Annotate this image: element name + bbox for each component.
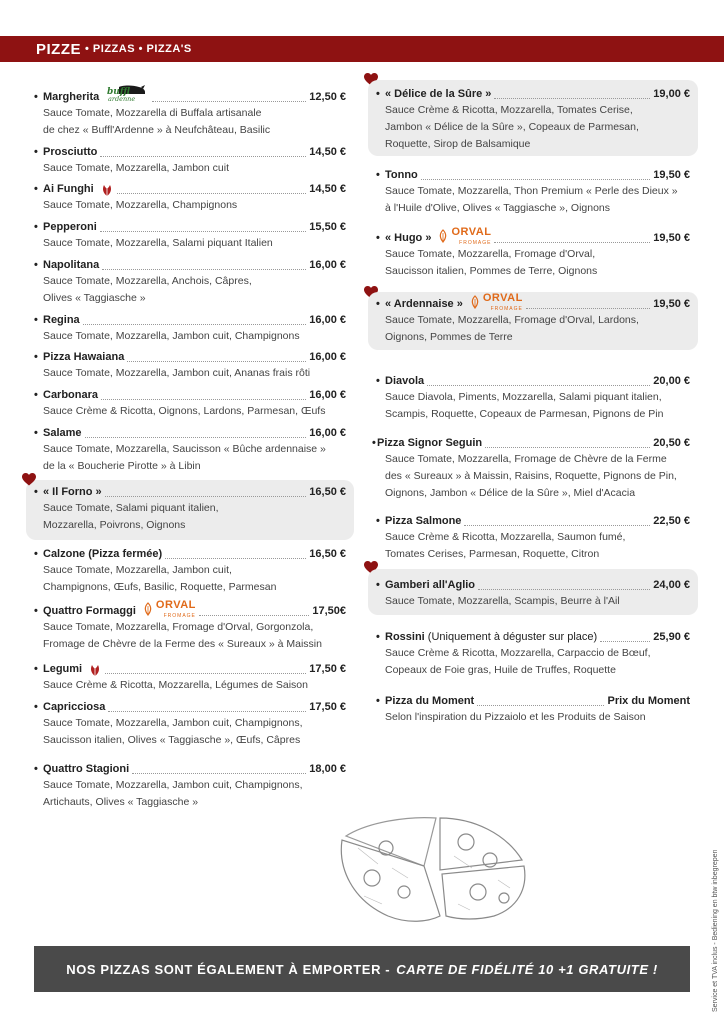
item-description: Sauce Tomate, Mozzarella, Fromage d'Orval, Lardons, Oignons, Pommes de Terre <box>385 314 639 343</box>
item-price: 17,50€ <box>312 605 346 617</box>
item-price: 16,00 € <box>309 259 346 271</box>
item-price: 19,00 € <box>653 88 690 100</box>
item-description: Sauce Tomate, Mozzarella, Thon Premium « Perle des Dieux » à l'Huile d'Olive, Olives « Taggiasche », Oignons <box>385 185 678 214</box>
item-name: Quattro Stagioni <box>43 763 130 775</box>
item-name: Pizza Signor Seguin <box>377 437 483 449</box>
item-name: Quattro Formaggi <box>43 605 136 617</box>
menu-item-ai-funghi: • Ai Funghi 14,50 € Sauce Tomate, Mozzarella, Champignons <box>26 180 354 214</box>
item-description: Sauce Tomate, Mozzarella, Jambon cuit, Champignons, Saucisson italien, Olives « Taggiasche », Œufs, Câpres <box>43 717 303 746</box>
takeaway-text: NOS PIZZAS SONT ÉGALEMENT À EMPORTER - <box>66 961 391 977</box>
item-price: 14,50 € <box>309 146 346 158</box>
heart-icon <box>22 473 36 486</box>
item-description: Sauce Tomate, Mozzarella, Salami piquant Italien <box>43 237 273 249</box>
orval-logo: ORVAL FROMAGE <box>142 598 196 619</box>
item-description: Sauce Tomate, Mozzarella, Saucisson « Bûche ardennaise » de la « Boucherie Pirotte » à Libin <box>43 443 326 472</box>
item-description: Sauce Tomate, Mozzarella, Fromage d'Orval, Saucisson italien, Pommes de Terre, Oignons <box>385 248 598 277</box>
item-description: Sauce Diavola, Piments, Mozzarella, Salami piquant italien, Scampis, Roquette, Copeaux de Parmesan, Pignons de Pin <box>385 391 664 420</box>
item-price: 17,50 € <box>309 663 346 675</box>
item-description: Sauce Crème & Ricotta, Oignons, Lardons, Parmesan, Œufs <box>43 405 326 417</box>
item-name: « Délice de la Sûre » <box>385 88 492 100</box>
item-name: Diavola <box>385 375 425 387</box>
item-price: 19,50 € <box>653 298 690 310</box>
item-description: Sauce Tomate, Salami piquant italien, Mozzarella, Poivrons, Oignons <box>43 502 219 531</box>
item-name: Tonno <box>385 169 418 181</box>
item-name: Calzone (Pizza fermée) <box>43 548 163 560</box>
buffl-ardenne-logo <box>105 85 149 105</box>
item-description: Sauce Crème & Ricotta, Mozzarella, Tomates Cerise, Jambon « Délice de la Sûre », Copeaux de Parmesan, Roquette, Sirop de Balsamique <box>385 104 639 150</box>
menu-item-pizza-salmone: • Pizza Salmone 22,50 € Sauce Crème & Ricotta, Mozzarella, Saumon fumé, Tomates Cerises, Parmesan, Roquette, Citron <box>368 512 698 563</box>
menu-item-il-forno: • « Il Forno » 16,50 € Sauce Tomate, Salami piquant italien, Mozzarella, Poivrons, Oignons <box>26 480 354 540</box>
svg-text:ardenne: ardenne <box>108 95 136 103</box>
item-description: Sauce Tomate, Mozzarella, Jambon cuit, Ananas frais rôti <box>43 367 311 379</box>
item-description: Sauce Tomate, Mozzarella di Buffala artisanale de chez « Buffl'Ardenne » à Neufchâteau, Basilic <box>43 107 271 136</box>
service-vat-note: Service et TVA inclus - Bediening en btw inbegrepen <box>712 849 719 1012</box>
item-name: Prosciutto <box>43 146 98 158</box>
item-price: 24,00 € <box>653 579 690 591</box>
menu-item-napolitana: • Napolitana 16,00 € Sauce Tomate, Mozzarella, Anchois, Câpres, Olives « Taggiasche » <box>26 256 354 307</box>
item-description: Selon l'inspiration du Pizzaiolo et les Produits de Saison <box>385 711 646 723</box>
item-price: 16,00 € <box>309 351 346 363</box>
item-description: Sauce Tomate, Mozzarella, Fromage d'Orval, Gorgonzola, Fromage de Chèvre de la Ferme des « Sureaux » à Maissin <box>43 621 322 650</box>
item-name: « Hugo » <box>385 232 432 244</box>
item-name: Napolitana <box>43 259 100 271</box>
item-name: Pepperoni <box>43 221 97 233</box>
menu-item-delice-de-la-sure: • « Délice de la Sûre » 19,00 € Sauce Crème & Ricotta, Mozzarella, Tomates Cerise, Jambon « Délice de la Sûre », Copeaux de Parmesan, Roquette, Sirop de Balsamique <box>368 80 698 156</box>
menu-item-quattro-formaggi: • Quattro Formaggi ORVAL FROMAGE 17,50€ Sauce Tomate, Mozzarella, Fromage d'Orval, Gorgonzola, Fromage de Chèvre de la Ferme des « Sureaux » à Maissin <box>26 602 354 653</box>
item-name: Pizza Hawaiana <box>43 351 125 363</box>
menu-item-pizza-du-moment: • Pizza du Moment Prix du Moment Selon l'inspiration du Pizzaiolo et les Produits de Saison <box>368 692 698 726</box>
section-header <box>0 36 724 62</box>
item-price: 16,00 € <box>309 427 346 439</box>
item-description: Sauce Tomate, Mozzarella, Scampis, Beurre à l'Ail <box>385 595 620 607</box>
item-price: 20,00 € <box>653 375 690 387</box>
takeaway-banner <box>34 946 690 992</box>
item-name: Legumi <box>43 663 83 675</box>
item-name: Pizza Salmone <box>385 515 462 527</box>
menu-item-pizza-signor-seguin: • Pizza Signor Seguin 20,50 € Sauce Tomate, Mozzarella, Fromage de Chèvre de la Ferme des « Sureaux » à Maissin, Raisins, Roquette, Pignons de Pin, Oignons, Jambon « Délice de la Sûre », Miel d'Acacia <box>368 434 698 502</box>
menu-item-diavola: • Diavola 20,00 € Sauce Diavola, Piments, Mozzarella, Salami piquant italien, Scampis, Roquette, Copeaux de Parmesan, Pignons de Pin <box>368 372 698 423</box>
item-price: 19,50 € <box>653 169 690 181</box>
item-name: Gamberi all'Aglio <box>385 579 476 591</box>
menu-item-legumi: • Legumi 17,50 € Sauce Crème & Ricotta, Mozzarella, Légumes de Saison <box>26 660 354 694</box>
item-price: 16,50 € <box>309 548 346 560</box>
menu-item-salame: • Salame 16,00 € Sauce Tomate, Mozzarella, Saucisson « Bûche ardennaise » de la « Boucherie Pirotte » à Libin <box>26 424 354 475</box>
orval-logo: ORVAL FROMAGE <box>469 291 523 312</box>
menu-item-regina: • Regina 16,00 € Sauce Tomate, Mozzarella, Jambon cuit, Champignons <box>26 311 354 345</box>
vegetarian-leaf-icon <box>100 183 114 197</box>
item-price: 25,90 € <box>653 631 690 643</box>
item-price: 19,50 € <box>653 232 690 244</box>
loyalty-card-text: CARTE DE FIDÉLITÉ 10 +1 GRATUITE ! <box>396 961 658 977</box>
item-description: Sauce Tomate, Mozzarella, Anchois, Câpres, Olives « Taggiasche » <box>43 275 252 304</box>
item-price: 16,50 € <box>309 486 346 498</box>
menu-item-rossini: • Rossini (Uniquement à déguster sur place) 25,90 € Sauce Crème & Ricotta, Mozzarella, Carpaccio de Bœuf, Copeaux de Foie gras, Huile de Truffes, Roquette <box>368 628 698 679</box>
section-title: PIZZE <box>36 40 82 58</box>
item-name: Salame <box>43 427 82 439</box>
item-price: 16,00 € <box>309 314 346 326</box>
item-name: Ai Funghi <box>43 183 94 195</box>
menu-item-tonno: • Tonno 19,50 € Sauce Tomate, Mozzarella, Thon Premium « Perle des Dieux » à l'Huile d'Olive, Olives « Taggiasche », Oignons <box>368 166 698 217</box>
item-description: Sauce Crème & Ricotta, Mozzarella, Carpaccio de Bœuf, Copeaux de Foie gras, Huile de Truffes, Roquette <box>385 647 651 676</box>
orval-logo: ORVAL FROMAGE <box>437 225 491 246</box>
vegetarian-leaf-icon <box>88 663 102 677</box>
item-price: 22,50 € <box>653 515 690 527</box>
menu-item-pizza-hawaiana: • Pizza Hawaiana 16,00 € Sauce Tomate, Mozzarella, Jambon cuit, Ananas frais rôti <box>26 348 354 382</box>
section-subtitle: • PIZZAS • PIZZA'S <box>85 43 192 55</box>
pizza-sketch-illustration <box>328 808 538 928</box>
item-price: 16,00 € <box>309 389 346 401</box>
item-description: Sauce Tomate, Mozzarella, Jambon cuit <box>43 162 229 174</box>
menu-item-hugo: • « Hugo » ORVAL FROMAGE 19,50 € Sauce Tomate, Mozzarella, Fromage d'Orval, Saucisson italien, Pommes de Terre, Oignons <box>368 229 698 280</box>
item-name: Capricciosa <box>43 701 106 713</box>
item-note: (Uniquement à déguster sur place) <box>424 631 598 643</box>
item-description: Sauce Tomate, Mozzarella, Fromage de Chèvre de la Ferme des « Sureaux » à Maissin, Raisins, Roquette, Pignons de Pin, Oignons, Jambon « Délice de la Sûre », Miel d'Acacia <box>385 453 677 499</box>
menu-item-gamberi-allaglio: • Gamberi all'Aglio 24,00 € Sauce Tomate, Mozzarella, Scampis, Beurre à l'Ail <box>368 569 698 615</box>
item-description: Sauce Crème & Ricotta, Mozzarella, Légumes de Saison <box>43 679 308 691</box>
item-price: 15,50 € <box>309 221 346 233</box>
menu-item-calzone: • Calzone (Pizza fermée) 16,50 € Sauce Tomate, Mozzarella, Jambon cuit, Champignons, Œufs, Basilic, Roquette, Parmesan <box>26 545 354 596</box>
item-description: Sauce Tomate, Mozzarella, Jambon cuit, Champignons, Artichauts, Olives « Taggiasche » <box>43 779 303 808</box>
item-name: Margherita <box>43 91 100 103</box>
item-name: Pizza du Moment <box>385 695 475 707</box>
item-name: Carbonara <box>43 389 99 401</box>
item-price: Prix du Moment <box>607 695 690 707</box>
item-price: 12,50 € <box>309 91 346 103</box>
item-name: « Ardennaise » <box>385 298 463 310</box>
item-price: 20,50 € <box>653 437 690 449</box>
menu-item-carbonara: • Carbonara 16,00 € Sauce Crème & Ricotta, Oignons, Lardons, Parmesan, Œufs <box>26 386 354 420</box>
item-description: Sauce Tomate, Mozzarella, Champignons <box>43 199 238 211</box>
item-description: Sauce Crème & Ricotta, Mozzarella, Saumon fumé, Tomates Cerises, Parmesan, Roquette, Citron <box>385 531 626 560</box>
item-price: 18,00 € <box>309 763 346 775</box>
menu-item-pepperoni: • Pepperoni 15,50 € Sauce Tomate, Mozzarella, Salami piquant Italien <box>26 218 354 252</box>
item-price: 14,50 € <box>309 183 346 195</box>
item-description: Sauce Tomate, Mozzarella, Jambon cuit, Champignons, Œufs, Basilic, Roquette, Parmesan <box>43 564 277 593</box>
item-name: Rossini (Uniquement à déguster sur place) <box>385 631 598 643</box>
svg-text:buffl: buffl <box>107 87 131 97</box>
menu-item-margherita: • Margherita buffl ardenne 12,50 € Sauce Tomate, Mozzarella di Buffala artisanale de chez « Buffl'Ardenne » à Neufchâteau, Basilic <box>26 88 354 139</box>
item-name: « Il Forno » <box>43 486 102 498</box>
menu-item-quattro-stagioni: • Quattro Stagioni 18,00 € Sauce Tomate, Mozzarella, Jambon cuit, Champignons, Artichauts, Olives « Taggiasche » <box>26 760 354 811</box>
item-description: Sauce Tomate, Mozzarella, Jambon cuit, Champignons <box>43 330 300 342</box>
menu-item-prosciutto: • Prosciutto 14,50 € Sauce Tomate, Mozzarella, Jambon cuit <box>26 143 354 177</box>
item-price: 17,50 € <box>309 701 346 713</box>
menu-item-ardennaise: • « Ardennaise » ORVAL FROMAGE 19,50 € Sauce Tomate, Mozzarella, Fromage d'Orval, Lardons, Oignons, Pommes de Terre <box>368 292 698 350</box>
item-name: Regina <box>43 314 80 326</box>
menu-item-capricciosa: • Capricciosa 17,50 € Sauce Tomate, Mozzarella, Jambon cuit, Champignons, Saucisson italien, Olives « Taggiasche », Œufs, Câpres <box>26 698 354 749</box>
